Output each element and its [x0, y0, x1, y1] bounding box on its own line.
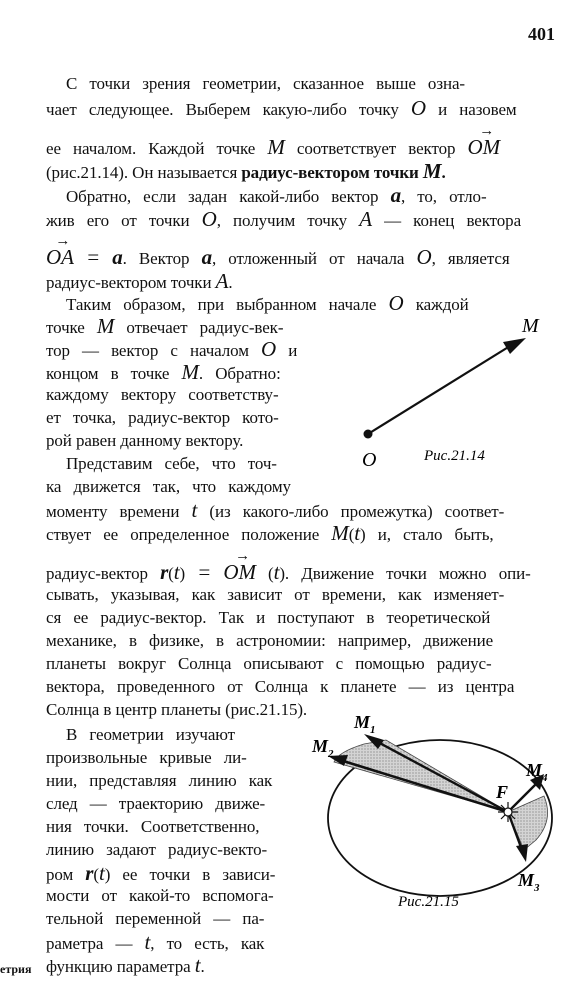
shaded-sector-right [508, 796, 548, 850]
label-m3: $M_3$ [518, 870, 540, 894]
label-m: M [522, 315, 539, 337]
caption-21-15: Рис.21.15 [398, 894, 459, 910]
radius-vector-om [368, 346, 510, 434]
text-line: тельной переменной — па- [46, 909, 265, 928]
label-o: O [362, 449, 377, 471]
figure-21-15 [298, 700, 568, 915]
arrowhead [503, 338, 526, 354]
footer-running-title: етрия [0, 962, 32, 976]
text-line: ка движется так, что каждому [46, 477, 291, 496]
text-line: С точки зрения геометрии, сказанное выше озна- [66, 74, 465, 93]
text-line: каждому вектору соответству- [46, 385, 279, 404]
caption-21-14: Рис.21.14 [424, 448, 485, 464]
text-line: функцию параметра t. [46, 953, 205, 977]
text-line: рой равен данному вектору. [46, 431, 244, 450]
text-line: след — траекторию движе- [46, 794, 266, 813]
text-line: тор — вектор с началом O и [46, 337, 298, 361]
text-line: произвольные кривые ли- [46, 748, 247, 767]
text-line: В геометрии изучают [66, 725, 236, 744]
text-line: мости от какой-то вспомога- [46, 886, 274, 905]
text-line: ром r(t) ее точки в зависи- [46, 861, 276, 885]
text-line: ния точки. Соответственно, [46, 817, 260, 836]
label-m1: $M_1$ [354, 712, 376, 736]
text-line: раметра — t, то есть, как [46, 930, 265, 954]
text-line: концом в точке M. Обратно: [46, 360, 281, 384]
text-line: ее началом. Каждой точке M соответствует вектор → OM [46, 136, 538, 160]
text-line: нии, представляя линию как [46, 771, 273, 790]
text-line: моменту времени t (из какого-либо промежутка) соответ- [46, 498, 505, 522]
text-line: ся ее радиус-вектор. Так и поступают в теоретической [46, 608, 491, 627]
text-line: планеты вокруг Солнца описывают с помощью радиус- [46, 654, 492, 673]
text-line: → OA = a. Вектор a, отложенный от начала O, является [46, 246, 538, 270]
text-line: радиус-вектором точки A. [46, 269, 233, 293]
text-line: ствует ее определенное положение M(t) и, стало быть, [46, 521, 494, 545]
text-line: жив его от точки O, получим точку A — конец вектора [46, 207, 522, 231]
label-m2: $M_2$ [312, 736, 334, 760]
shaded-sector [334, 740, 508, 812]
text-line: Солнца в центр планеты (рис.21.15). [46, 700, 308, 719]
text-line: точке M отвечает радиус-век- [46, 314, 284, 338]
origin-point [364, 430, 373, 439]
text-line: Обратно, если задан какой-либо вектор a, то, отло- [66, 183, 487, 207]
figure-21-14 [340, 306, 560, 476]
text-line: Представим себе, что точ- [66, 454, 277, 473]
label-m4: $M_4$ [526, 760, 548, 784]
sun-icon [498, 802, 518, 822]
text-line: чает следующее. Выберем какую-либо точку O и назовем [46, 96, 517, 120]
page-number: 401 [528, 24, 555, 44]
text-line: механике, в физике, в астрономии: например, движение [46, 631, 494, 650]
label-f: F [496, 782, 509, 802]
text-line: Таким образом, при выбранном начале O каждой [66, 291, 469, 315]
text-line: вектора, проведенного от Солнца к планете — из центра [46, 677, 515, 696]
text-line: радиус-вектор r(t) = → OM (t). Движение точки можно опи- [46, 561, 538, 585]
text-line: сывать, указывая, как зависит от времени, как изменяет- [46, 585, 505, 604]
text-line: линию задают радиус-векто- [46, 840, 268, 859]
text-line: (рис.21.14). Он называется радиус-вектором точки M. [46, 159, 446, 183]
arrowhead-m3 [516, 844, 528, 862]
text-line: ет точка, радиус-вектор кото- [46, 408, 279, 427]
